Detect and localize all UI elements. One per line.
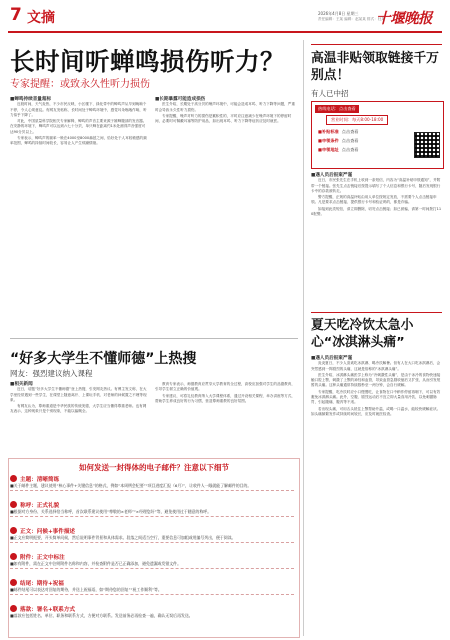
tip-item <box>10 501 294 517</box>
ad-row: ■申领地址 点击查看 <box>318 147 359 152</box>
paragraph: 警方提醒，正规的高温补贴由用人单位按规定发放，不需要个人点击链接申领。凡是要求点击链接、提供银行卡号和验证码的，都是诈骗。 <box>311 195 437 205</box>
sidebar-top-text <box>311 173 442 301</box>
sidebar-subhead: 有人已中招 <box>311 89 349 98</box>
tip-body: ■邮件结尾可以表达对回复的期待，并送上祝福语，如“期待您的回复”“祝工作顺利”等。 <box>10 587 294 595</box>
section-heading: ■长期暴露可能造成损伤 <box>155 97 206 102</box>
tip-heading: 结尾：期待+祝福 <box>20 581 64 587</box>
tip-body: ■关于邮件主题，建议使用“核心事件+关键信息”的格式，例如“本周例会纪要”“项目进度汇报（6月）”，让收件人一眼就能了解邮件的目的。 <box>10 483 294 491</box>
section-heading: ■遇人员后报案严谨 <box>311 356 353 361</box>
signature-icon <box>10 605 17 612</box>
tip-body: ■如有附件，需在正文中注明附件名称和内容，并检查附件是否已正确添加，避免遗漏或发错文件。 <box>10 561 294 569</box>
ad-row: ■补贴标准 点击查看 <box>318 129 359 134</box>
column-divider <box>303 40 304 636</box>
editor-line: 责任编辑：王某 编辑：赵某某 排式：杜某 <box>318 17 385 21</box>
paragraph: 医生介绍，冰淇淋头痛医学上称为“冷刺激性头痛”，是由于冰冷的食物快速接触口腔上颚，刺激了上颚的神经和血管，导致血管急剧收缩后又扩张，从而引发短暂的头痛。这种头痛通常持续数秒至一两分钟，会自行缓解。 <box>311 372 441 388</box>
paragraph: 专家建议，可将礼仪教育纳入大学课程体系，通过开设相关课程、举办讲座等方式，帮助学生养成良好的行为习惯，营造尊师重教的良好氛围。 <box>155 393 295 403</box>
sidebar-rule <box>311 44 442 45</box>
section-heading: ■相关新闻 <box>10 382 33 387</box>
paragraph: 有网友认为，尊师重道是中华民族的传统美德，大学生应当懂得尊重老师。也有网友表示，这种现象只是个别现象，不能以偏概全。 <box>10 404 147 414</box>
feature-column-left <box>10 382 148 456</box>
sidebar-bottom-text <box>311 356 442 636</box>
section-heading: ■遇人员后报案严谨 <box>311 173 353 178</box>
tip-heading: 称呼：正式礼貌 <box>20 503 60 509</box>
greeting-icon <box>10 501 17 508</box>
hours-label: 营业时间：每天8:00-18:00 <box>326 115 388 125</box>
paragraph: 专家表示，蝉鸣声的频率一般在4000至8000赫兹之间，恰好处于人耳较敏感的频率范围，蝉鸣的持续时间较长，容易让人产生烦躁情绪。 <box>10 136 147 146</box>
tip-body: ■落款应包括姓名、单位、职务和联系方式，方便对方联系。发送前务必再检查一遍，确认无误后再发送。 <box>10 613 193 618</box>
hotline-label: 热线电话：点击查看 <box>315 105 359 113</box>
masthead-rule <box>8 31 442 33</box>
body-text-icon <box>10 527 17 534</box>
paragraph: 近段时间，天气炎热，不少市民反映，小区楼下、绿化带中的蝉鸣声从早到晚响个不停，令人心烦意乱。有网友发帖称，长时间处于蝉鸣环境中，感觉耳朵嗡嗡作响，听力似乎下降了。 <box>10 102 147 117</box>
paragraph: 炎炎夏日，不少人喜欢吃冰淇淋、喝冷饮解暑。但有人在大口吃冰淇淋后，会突然感到一阵剧烈的头痛，这就是俗称的“冰淇淋头痛”。 <box>311 361 441 371</box>
sidebar-headline: 高温非贴领取链接千万别点！ <box>311 51 439 83</box>
sidebar-bottom-headline: 夏天吃冷饮太急小心“冰淇淋头痛” <box>311 318 414 350</box>
paragraph: 若出现头痛，可用舌头抵住上颚帮助升温，或喝一口温水，能较快缓解症状。如头痛频繁发作或持续时间较长，应及时就医检查。 <box>311 406 441 416</box>
page-number: 7 <box>10 5 22 25</box>
tip-heading: 落款：署名+联系方式 <box>20 607 76 613</box>
subject-icon <box>10 475 17 482</box>
closing-icon <box>10 579 17 586</box>
tip-body: ■根据对方身份、关系选择恰当称呼，首次联系建议使用“尊敬的×老师”“×经理您好”等，避免使用过于随意的称呼。 <box>10 509 294 517</box>
article-column-right <box>155 97 295 327</box>
ad-row: ■申领条件 点击查看 <box>318 138 359 143</box>
paragraph: 对此，中国质量科学院相关专家解释，蝉鸣的声音主要来源于雄蝉腹部的发音器。在安静的环境下，蝉鸣声可以达到六七十分贝，单只蝉在距离约1米处测得声音强度可达90分贝以上。 <box>10 119 147 134</box>
feature-subtitle: 网友：强烈建议纳入课程 <box>10 369 93 378</box>
paragraph: 教育专家表示，师德教育应贯穿大学教育的全过程，高校应加强对学生的品德教育，引导学生树立正确的价值观。 <box>155 382 295 392</box>
attachment-icon <box>10 553 17 560</box>
paper-logo: 十堰晚报 <box>376 11 432 27</box>
tip-heading: 附件：正文中标注 <box>20 555 65 561</box>
feature-column-right <box>155 382 295 456</box>
tip-body: ■正文应简明扼要，开头简单问候，然后说明事件背景和具体需求。段落之间适当空行，重要信息可加粗或用编号列出，便于阅读。 <box>10 535 294 543</box>
paragraph: 如接到此类短信，请立即删除，切勿点击链接；如已被骗，请第一时间拨打110报警。 <box>311 206 442 217</box>
tip-item <box>10 579 294 595</box>
article-subtitle: 专家提醒：或致永久性听力损伤 <box>10 79 150 90</box>
tip-item <box>10 527 294 543</box>
subsidy-ad <box>311 101 444 169</box>
sidebar-rule <box>311 312 442 313</box>
tip-item <box>10 605 294 620</box>
section-heading: ■蝉鸣持续音量超标 <box>10 97 52 102</box>
divider <box>10 338 298 339</box>
article-column-left <box>10 97 148 327</box>
paragraph: 近日，市民张先生在手机上收到一条短信，内容为“高温补贴申领通知”，并附带一个链接。张先生点击链接后按提示填写了个人信息和银行卡号，随后发现银行卡中的存款被转走。 <box>311 178 441 193</box>
tip-item <box>10 475 294 491</box>
tip-item <box>10 553 294 569</box>
paragraph: 近日，话题“好多大学生不懂师德”登上热搜，引发网友热议。有博主发文称，在大学里经常遇到一些学生，在课堂上随意离开、上课玩手机、对老师的问候置之不理等现象。 <box>10 387 147 402</box>
paragraph: 医生介绍，长期处于高分贝的噪声环境中，可能会造成耳鸣、听力下降等问题，严重时会导致永久性听力损伤。 <box>155 102 295 112</box>
feature-title: “好多大学生不懂师德”上热搜 <box>10 351 197 367</box>
qr-code-icon <box>414 132 440 158</box>
section-name: 文摘 <box>27 10 55 26</box>
paragraph: 专家提醒，噪声对听力的损伤是累积性的，平时应注意减少在噪声环境下的停留时间，必要时可佩戴耳塞等防护用品，如出现耳鸣、听力下降等症状应及时就医。 <box>155 113 292 124</box>
masthead <box>0 0 450 32</box>
article-title: 长时间听蝉鸣损伤听力？ <box>10 47 285 76</box>
tip-heading: 正文：问候+事件描述 <box>20 529 76 535</box>
tip-heading: 主题：清晰简练 <box>20 477 60 483</box>
date-line: 2026年4月8日 星期三 <box>318 11 359 16</box>
tips-title: 如何发送一封得体的电子邮件？注意以下细节 <box>79 463 229 472</box>
paragraph: 专家提醒，吃冷饮时应小口慢慢吃，让食物在口中稍作停留再咽下，可以有效避免冰淇淋头痛。此外，空腹、剧烈运动后不宜立即大量食用冷饮，以免刺激肠胃，引起腹痛、腹泻等不适。 <box>311 389 441 405</box>
